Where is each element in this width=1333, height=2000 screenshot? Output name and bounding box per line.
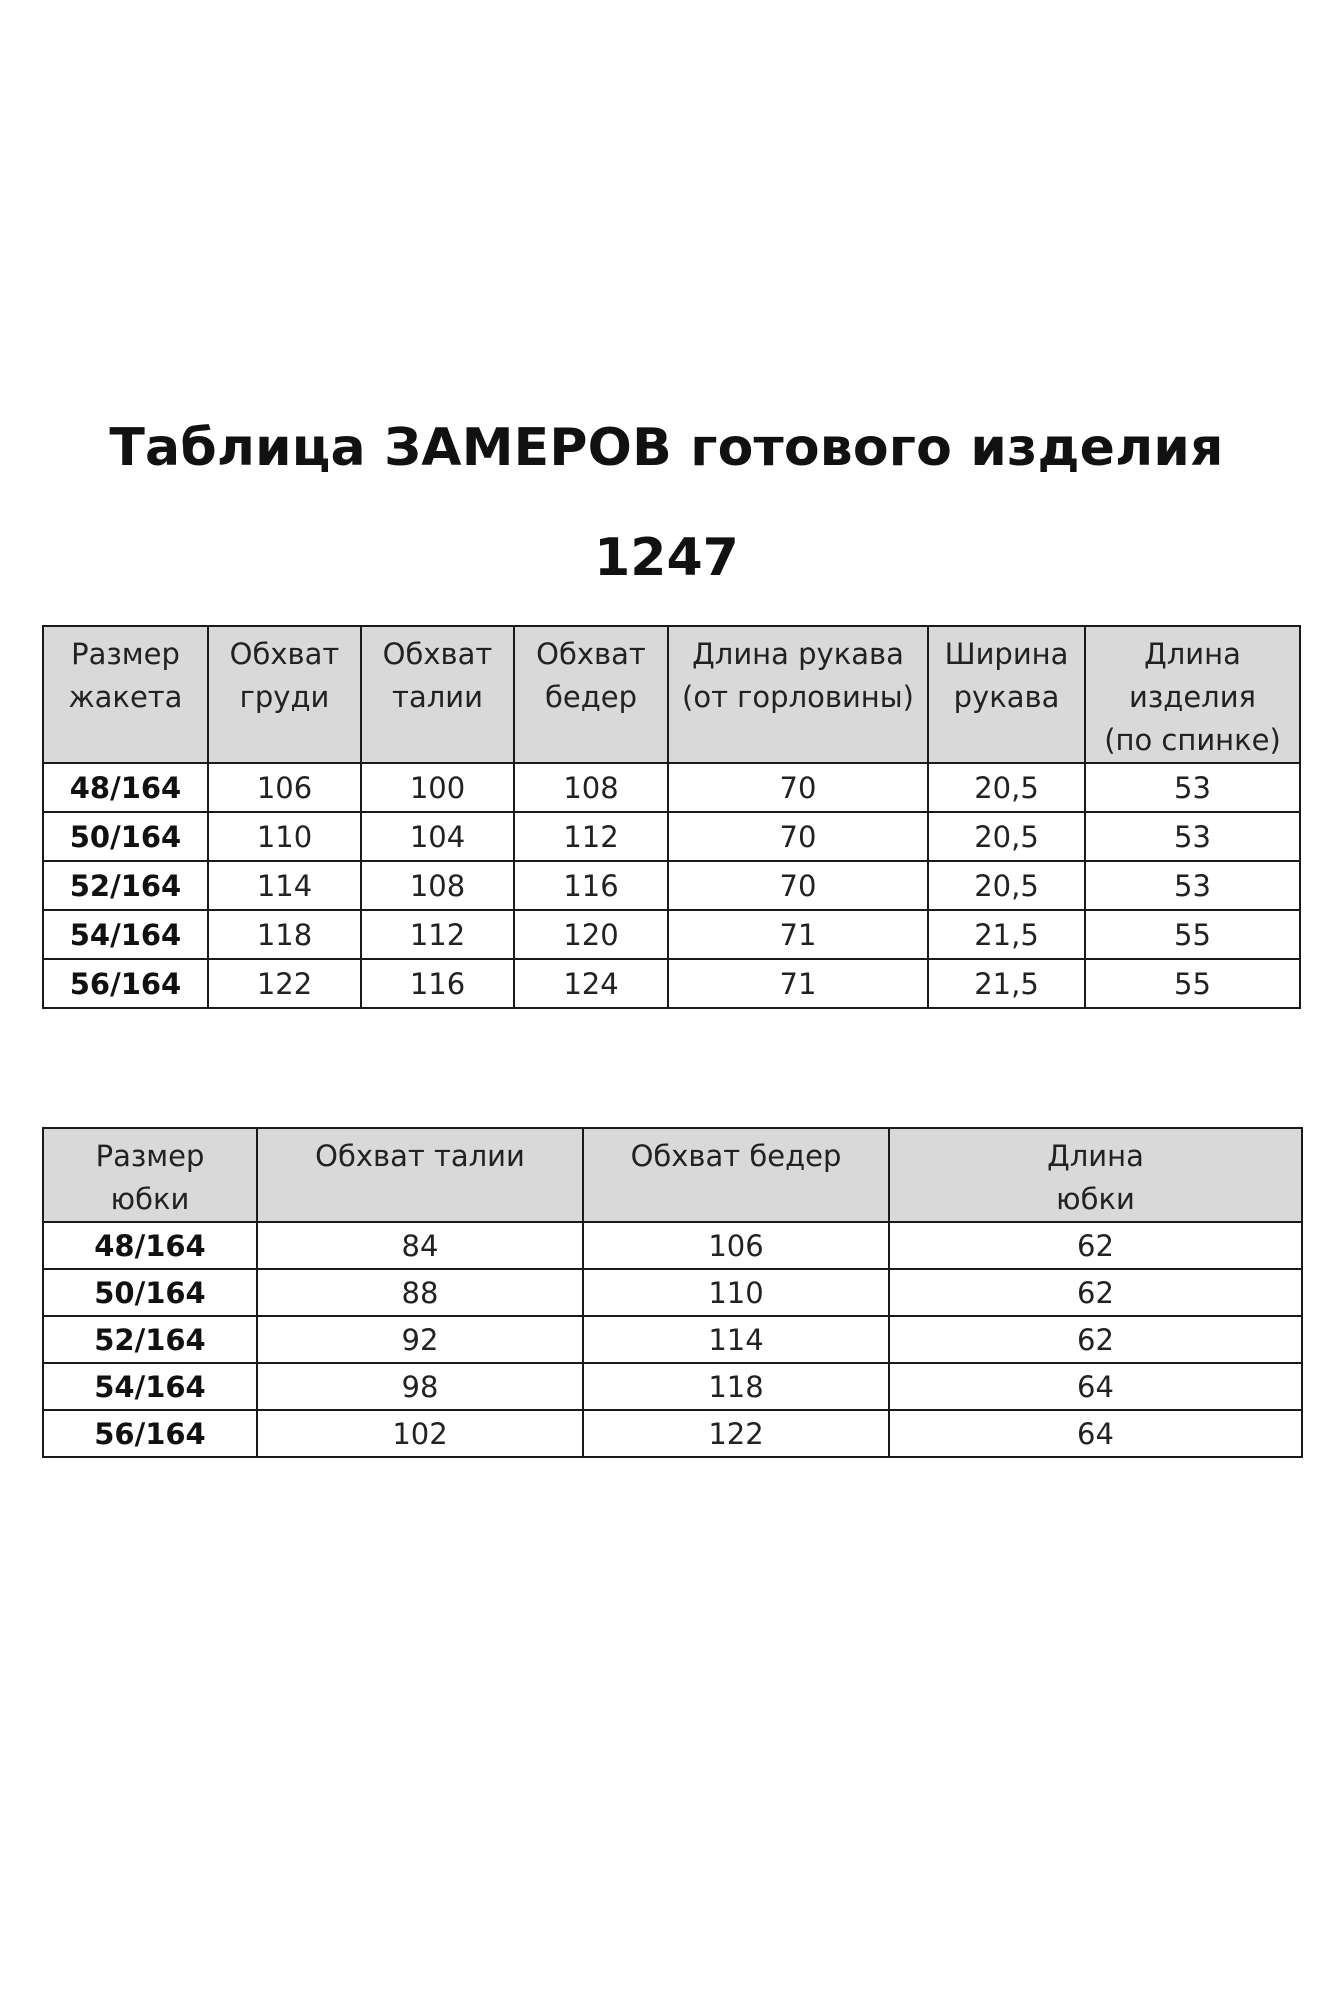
table-cell: 106 (208, 763, 361, 812)
table-header-row (43, 1128, 1302, 1222)
table-cell: 118 (208, 910, 361, 959)
size-cell: 52/164 (43, 861, 208, 910)
header-cell: Обхват груди (208, 626, 361, 763)
table-cell: 64 (889, 1410, 1302, 1457)
header-cell: Длина юбки (889, 1128, 1302, 1222)
table-cell: 70 (668, 861, 928, 910)
skirt-measurements-table (42, 1127, 1303, 1458)
size-cell: 48/164 (43, 763, 208, 812)
size-cell: 54/164 (43, 1363, 257, 1410)
table-cell: 120 (514, 910, 668, 959)
table-row (43, 1363, 1302, 1410)
table-cell: 108 (514, 763, 668, 812)
table-row (43, 1269, 1302, 1316)
table-cell: 118 (583, 1363, 889, 1410)
table-row (43, 1410, 1302, 1457)
table-cell: 114 (208, 861, 361, 910)
table-cell: 53 (1085, 763, 1300, 812)
table-cell: 124 (514, 959, 668, 1008)
header-cell: Обхват талии (257, 1128, 583, 1222)
table-cell: 62 (889, 1269, 1302, 1316)
table-cell: 64 (889, 1363, 1302, 1410)
size-cell: 54/164 (43, 910, 208, 959)
table-row (43, 1222, 1302, 1269)
table-cell: 53 (1085, 861, 1300, 910)
header-cell: Ширина рукава (928, 626, 1085, 763)
table-cell: 62 (889, 1222, 1302, 1269)
header-cell: Обхват бедер (583, 1128, 889, 1222)
table-cell: 122 (208, 959, 361, 1008)
table-cell: 112 (361, 910, 514, 959)
table-cell: 20,5 (928, 812, 1085, 861)
table-cell: 53 (1085, 812, 1300, 861)
size-cell: 50/164 (43, 1269, 257, 1316)
table-cell: 71 (668, 959, 928, 1008)
table-row (43, 959, 1300, 1008)
table-cell: 108 (361, 861, 514, 910)
header-cell: Обхват талии (361, 626, 514, 763)
header-cell: Длина изделия (по спинке) (1085, 626, 1300, 763)
table-row (43, 1316, 1302, 1363)
article-number: 1247 (594, 528, 739, 588)
size-cell: 48/164 (43, 1222, 257, 1269)
table-header-row (43, 626, 1300, 763)
table-cell: 84 (257, 1222, 583, 1269)
header-cell: Размер жакета (43, 626, 208, 763)
table-cell: 88 (257, 1269, 583, 1316)
table-cell: 116 (514, 861, 668, 910)
size-cell: 56/164 (43, 959, 208, 1008)
size-cell: 56/164 (43, 1410, 257, 1457)
table-cell: 114 (583, 1316, 889, 1363)
table-cell: 70 (668, 812, 928, 861)
table-cell: 110 (208, 812, 361, 861)
size-cell: 50/164 (43, 812, 208, 861)
header-cell: Длина рукава (от горловины) (668, 626, 928, 763)
jacket-measurements-table (42, 625, 1301, 1009)
table-cell: 122 (583, 1410, 889, 1457)
table-cell: 104 (361, 812, 514, 861)
table-cell: 106 (583, 1222, 889, 1269)
table-row (43, 910, 1300, 959)
table-cell: 70 (668, 763, 928, 812)
table-cell: 116 (361, 959, 514, 1008)
table-cell: 71 (668, 910, 928, 959)
table-row (43, 861, 1300, 910)
table-cell: 100 (361, 763, 514, 812)
table-cell: 98 (257, 1363, 583, 1410)
table-row (43, 763, 1300, 812)
table-cell: 110 (583, 1269, 889, 1316)
page-title: Таблица ЗАМЕРОВ готового изделия (109, 418, 1224, 478)
table-cell: 92 (257, 1316, 583, 1363)
table-cell: 55 (1085, 910, 1300, 959)
table-cell: 20,5 (928, 763, 1085, 812)
table-cell: 112 (514, 812, 668, 861)
size-cell: 52/164 (43, 1316, 257, 1363)
table-cell: 21,5 (928, 910, 1085, 959)
table-cell: 21,5 (928, 959, 1085, 1008)
table-cell: 62 (889, 1316, 1302, 1363)
table-cell: 20,5 (928, 861, 1085, 910)
header-cell: Размер юбки (43, 1128, 257, 1222)
table-row (43, 812, 1300, 861)
table-cell: 55 (1085, 959, 1300, 1008)
header-cell: Обхват бедер (514, 626, 668, 763)
table-cell: 102 (257, 1410, 583, 1457)
